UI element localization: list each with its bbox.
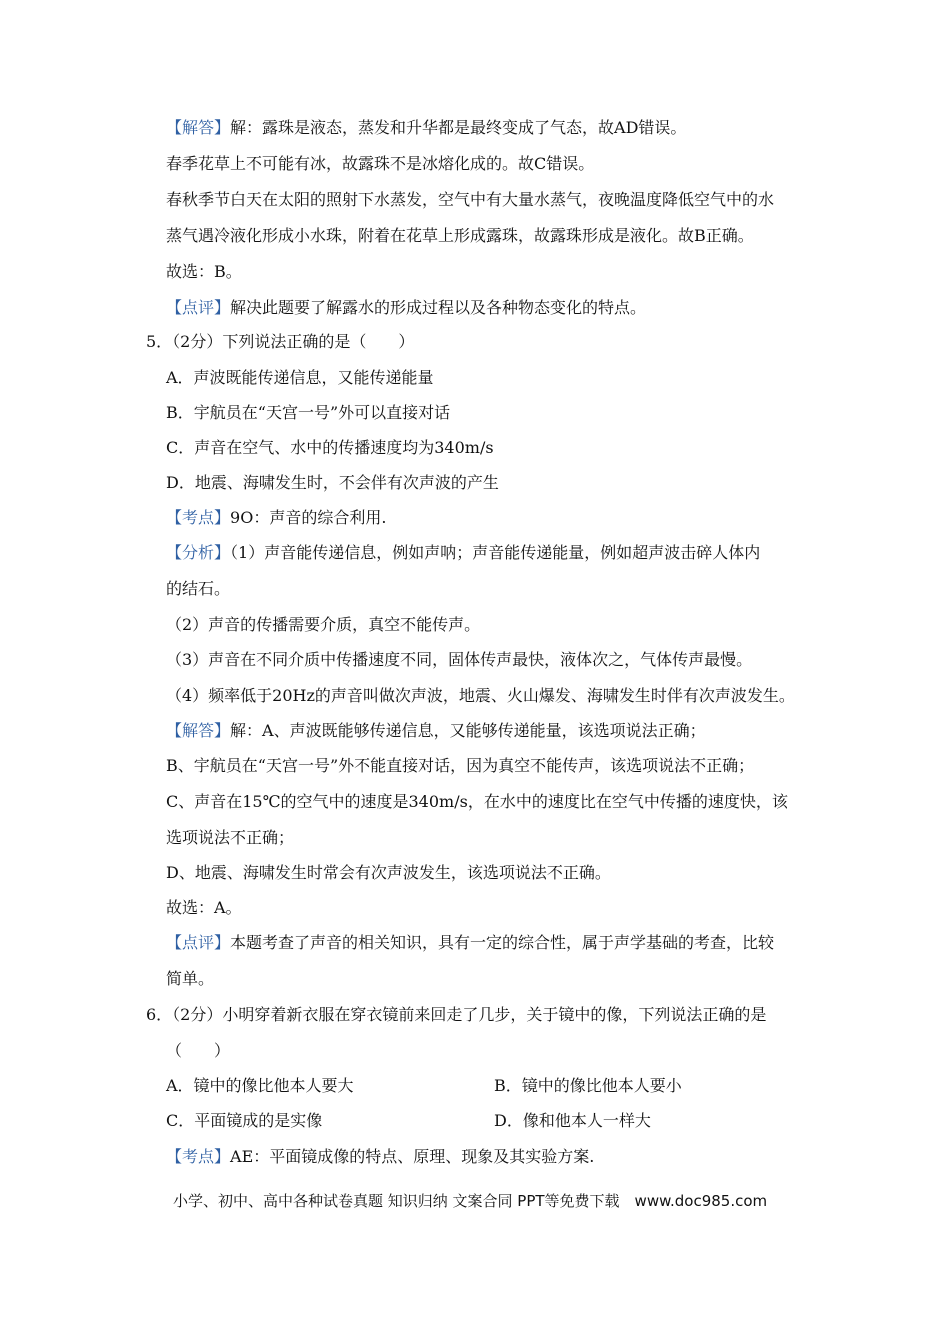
text-line: D、地震、海啸发生时常会有次声波发生，该选项说法不正确。 <box>166 863 611 882</box>
option-c: C．平面镜成的是实像 <box>166 1111 323 1130</box>
question-stem: 6．（2分）小明穿着新衣服在穿衣镜前来回走了几步，关于镜中的像，下列说法正确的是 <box>146 1005 767 1024</box>
answer-line: 故选：B。 <box>166 262 242 281</box>
dianping-line: 【点评】本题考查了声音的相关知识，具有一定的综合性，属于声学基础的考查，比较 <box>166 933 775 952</box>
dianping-tag: 【点评】 <box>166 298 231 317</box>
fenxi-tag: 【分析】 <box>166 543 231 562</box>
text-line: 春季花草上不可能有冰，故露珠不是冰熔化成的。故C错误。 <box>166 154 595 173</box>
jieda-tag: 【解答】 <box>166 118 231 137</box>
text-line: （4）频率低于20Hz的声音叫做次声波，地震、火山爆发、海啸发生时伴有次声波发生。 <box>166 686 795 705</box>
kaodian-line: 【考点】AE：平面镜成像的特点、原理、现象及其实验方案. <box>166 1147 595 1166</box>
option-b: B．镜中的像比他本人要小 <box>494 1076 682 1095</box>
option-b: B．宇航员在“天宫一号”外可以直接对话 <box>166 403 451 422</box>
jieda-line: 【解答】解：露珠是液态，蒸发和升华都是最终变成了气态，故AD错误。 <box>166 118 687 137</box>
question-stem: 5．（2分）下列说法正确的是（ ） <box>146 332 415 351</box>
text-line: 蒸气遇冷液化形成小水珠，附着在花草上形成露珠，故露珠形成是液化。故B正确。 <box>166 226 754 245</box>
option-d: D．地震、海啸发生时，不会伴有次声波的产生 <box>166 473 499 492</box>
text-line: 的结石。 <box>166 579 231 598</box>
text-line: B、宇航员在“天宫一号”外不能直接对话，因为真空不能传声，该选项说法不正确； <box>166 756 755 775</box>
question-stem-cont: （ ） <box>166 1041 231 1060</box>
page-footer: 小学、初中、高中各种试卷真题 知识归纳 文案合同 PPT等免费下载 www.doc985.com <box>173 1192 768 1210</box>
text-line: （3）声音在不同介质中传播速度不同，固体传声最快，液体次之，气体传声最慢。 <box>166 650 753 669</box>
jieda-line: 【解答】解：A、声波既能够传递信息，又能够传递能量，该选项说法正确； <box>166 721 706 740</box>
dianping-tag: 【点评】 <box>166 933 231 952</box>
answer-line: 故选：A。 <box>166 898 242 917</box>
option-c: C．声音在空气、水中的传播速度均为340m/s <box>166 438 494 457</box>
option-a: A．镜中的像比他本人要大 <box>166 1076 354 1095</box>
kaodian-line: 【考点】9O：声音的综合利用. <box>166 508 387 527</box>
dianping-line: 【点评】解决此题要了解露水的形成过程以及各种物态变化的特点。 <box>166 298 647 317</box>
kaodian-tag: 【考点】 <box>166 508 231 527</box>
text-line: （2）声音的传播需要介质，真空不能传声。 <box>166 615 481 634</box>
jieda-tag: 【解答】 <box>166 721 231 740</box>
text-line: 简单。 <box>166 969 215 988</box>
fenxi-line: 【分析】（1）声音能传递信息，例如声呐；声音能传递能量，例如超声波击碎人体内 <box>166 543 761 562</box>
text-line: C、声音在15℃的空气中的速度是340m/s，在水中的速度比在空气中传播的速度快，该 <box>166 792 788 811</box>
kaodian-tag: 【考点】 <box>166 1147 231 1166</box>
option-a: A．声波既能传递信息，又能传递能量 <box>166 368 434 387</box>
option-d: D．像和他本人一样大 <box>494 1111 651 1130</box>
text-line: 春秋季节白天在太阳的照射下水蒸发，空气中有大量水蒸气，夜晚温度降低空气中的水 <box>166 190 775 209</box>
text-line: 选项说法不正确； <box>166 828 295 847</box>
